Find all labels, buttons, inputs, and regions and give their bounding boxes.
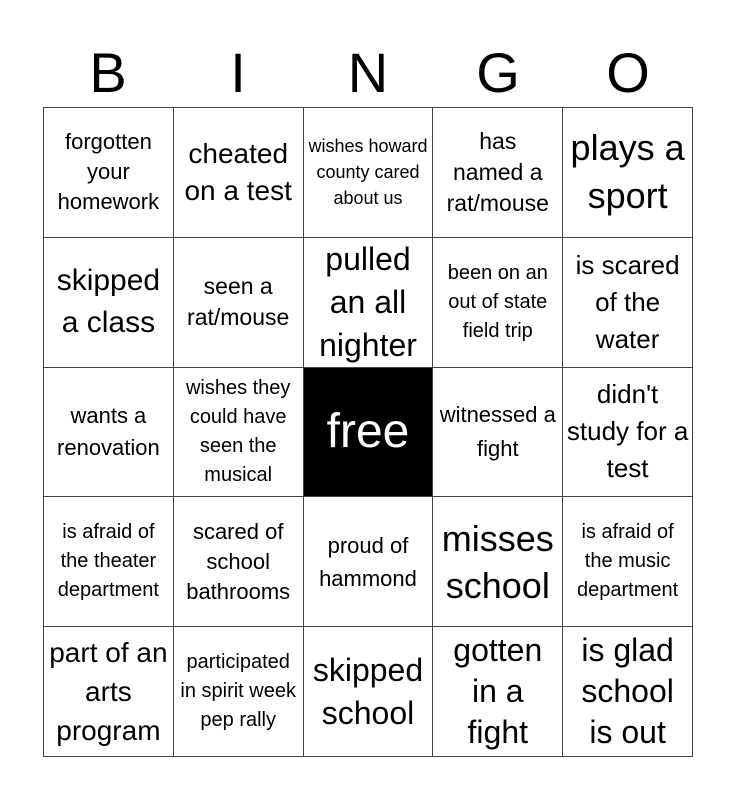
bingo-cell[interactable] (433, 108, 563, 238)
bingo-cell[interactable] (433, 238, 563, 368)
cell-text: is afraid of the theater department (57, 521, 159, 602)
free-label: free (326, 404, 410, 458)
bingo-cell[interactable] (563, 368, 693, 498)
bingo-cell[interactable] (563, 108, 693, 238)
bingo-cell[interactable] (563, 627, 693, 757)
free-space[interactable] (304, 368, 434, 498)
cell-text: part of an arts program (49, 637, 168, 747)
bingo-cell[interactable] (304, 238, 434, 368)
bingo-cell[interactable] (44, 368, 174, 498)
bingo-cell[interactable] (304, 497, 434, 627)
bingo-cell[interactable] (433, 627, 563, 757)
cell-text: witnessed a fight (439, 401, 556, 461)
bingo-cell[interactable] (44, 238, 174, 368)
bingo-cell[interactable] (174, 368, 304, 498)
bingo-cell[interactable] (304, 627, 434, 757)
bingo-cell[interactable] (44, 497, 174, 627)
header-letter-n: N (347, 41, 389, 104)
cell-text: seen a rat/mouse (187, 273, 290, 331)
bingo-cell[interactable] (174, 238, 304, 368)
bingo-cell[interactable] (433, 368, 563, 498)
cell-text: pulled an all nighter (319, 240, 417, 363)
bingo-card (43, 107, 693, 757)
cell-text: has named a rat/mouse (446, 127, 549, 216)
cell-text: forgotten your homework (57, 129, 160, 215)
cell-text: participated in spirit week pep rally (180, 651, 296, 732)
cell-text: skipped a class (56, 264, 161, 340)
cell-text: scared of school bathrooms (186, 518, 291, 604)
cell-text: didn't study for a test (566, 379, 689, 484)
bingo-cell[interactable] (563, 238, 693, 368)
cell-text: wishes howard county cared about us (308, 136, 428, 209)
bingo-cell[interactable] (44, 627, 174, 757)
bingo-header (43, 42, 693, 104)
bingo-cell[interactable] (563, 497, 693, 627)
bingo-cell[interactable] (174, 497, 304, 627)
cell-text: is afraid of the music department (577, 521, 679, 602)
bingo-cell[interactable] (174, 627, 304, 757)
cell-text: is scared of the water (575, 249, 680, 354)
cell-text: been on an out of state field trip (447, 261, 548, 342)
cell-text: plays a sport (570, 127, 685, 217)
cell-text: proud of hammond (319, 532, 417, 591)
cell-text: cheated on a test (184, 138, 292, 207)
cell-text: wants a renovation (57, 402, 160, 460)
bingo-cell[interactable] (44, 108, 174, 238)
bingo-cell[interactable] (304, 108, 434, 238)
header-letter-o: O (606, 41, 650, 104)
cell-text: skipped school (312, 651, 424, 731)
bingo-cell[interactable] (433, 497, 563, 627)
header-letter-b: B (89, 41, 127, 104)
cell-text: wishes they could have seen the musical (185, 376, 291, 486)
cell-text: is glad school is out (581, 632, 674, 751)
header-letter-i: I (230, 41, 246, 104)
cell-text: misses school (441, 517, 554, 606)
header-letter-g: G (476, 41, 520, 104)
cell-text: gotten in a fight (453, 632, 543, 751)
bingo-cell[interactable] (174, 108, 304, 238)
